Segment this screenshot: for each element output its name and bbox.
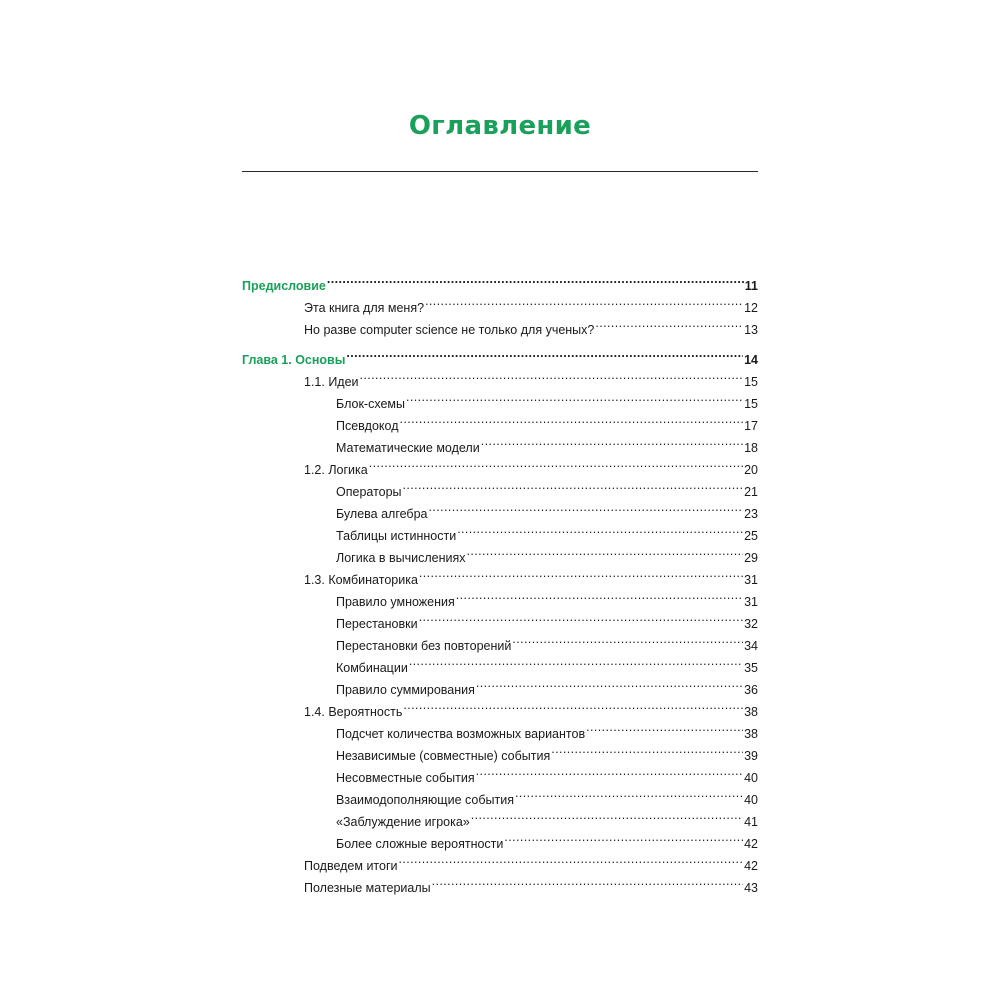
toc-entry-page-number: 14 [744, 353, 758, 367]
toc-part-entry[interactable] [242, 342, 758, 367]
toc-entry-page-number: 36 [744, 683, 758, 697]
toc-entry-page-number: 17 [744, 419, 758, 433]
toc-entry-title: Логика в вычислениях [336, 551, 466, 565]
toc-entry-title: Булева алгебра [336, 507, 428, 521]
toc-entry-title: Полезные материалы [304, 881, 431, 895]
toc-entry-title: Предисловие [242, 279, 326, 293]
toc-entry[interactable] [242, 562, 758, 587]
table-of-contents [242, 268, 758, 895]
toc-entry-page-number: 31 [744, 595, 758, 609]
dot-leader [403, 474, 744, 496]
dot-leader [419, 562, 743, 584]
toc-entry-title: Математические модели [336, 441, 480, 455]
dot-leader [406, 386, 743, 408]
toc-entry[interactable] [242, 496, 758, 521]
toc-entry-title: Глава 1. Основы [242, 353, 346, 367]
toc-entry-page-number: 41 [744, 815, 758, 829]
toc-entry-page-number: 34 [744, 639, 758, 653]
dot-leader [409, 650, 743, 672]
toc-entry-page-number: 40 [744, 793, 758, 807]
toc-entry-title: Подведем итоги [304, 859, 398, 873]
toc-entry-title: Независимые (совместные) события [336, 749, 551, 763]
dot-leader [595, 312, 743, 334]
toc-entry-title: 1.2. Логика [304, 463, 368, 477]
toc-entry[interactable] [242, 290, 758, 315]
toc-entry[interactable] [242, 408, 758, 433]
dot-leader [428, 496, 743, 518]
toc-entry-page-number: 38 [744, 727, 758, 741]
toc-entry-page-number: 21 [744, 485, 758, 499]
toc-entry-page-number: 11 [744, 279, 758, 293]
toc-entry[interactable] [242, 474, 758, 499]
dot-leader [456, 584, 743, 606]
toc-entry-page-number: 13 [744, 323, 758, 337]
toc-entry[interactable] [242, 650, 758, 675]
toc-entry[interactable] [242, 540, 758, 565]
toc-entry[interactable] [242, 606, 758, 631]
page-title: Оглавление [408, 111, 592, 141]
toc-entry-page-number: 15 [744, 375, 758, 389]
toc-entry-page-number: 35 [744, 661, 758, 675]
toc-entry-title: Но разве computer science не только для ученых? [304, 323, 595, 337]
toc-entry[interactable] [242, 430, 758, 455]
toc-part-entry[interactable] [242, 268, 758, 293]
toc-entry[interactable] [242, 584, 758, 609]
toc-entry[interactable] [242, 694, 758, 719]
toc-entry[interactable] [242, 672, 758, 697]
dot-leader [471, 804, 743, 826]
dot-leader [515, 782, 743, 804]
toc-entry-title: 1.1. Идеи [304, 375, 359, 389]
toc-entry-page-number: 43 [744, 881, 758, 895]
toc-entry-page-number: 18 [744, 441, 758, 455]
toc-entry-title: Правило суммирования [336, 683, 475, 697]
title-divider [242, 171, 758, 172]
toc-entry-title: Перестановки [336, 617, 418, 631]
toc-entry[interactable] [242, 518, 758, 543]
toc-entry-page-number: 40 [744, 771, 758, 785]
toc-entry-page-number: 32 [744, 617, 758, 631]
dot-leader [551, 738, 743, 760]
toc-entry-page-number: 42 [744, 837, 758, 851]
toc-entry-title: Операторы [336, 485, 402, 499]
toc-entry[interactable] [242, 312, 758, 337]
toc-entry-title: 1.4. Вероятность [304, 705, 403, 719]
toc-entry[interactable] [242, 804, 758, 829]
dot-leader [476, 672, 743, 694]
toc-entry[interactable] [242, 628, 758, 653]
dot-leader [399, 848, 744, 870]
toc-entry-page-number: 38 [744, 705, 758, 719]
dot-leader [327, 268, 744, 290]
toc-entry-page-number: 42 [744, 859, 758, 873]
toc-entry-title: Более сложные вероятности [336, 837, 504, 851]
toc-entry[interactable] [242, 782, 758, 807]
toc-entry-title: Несовместные события [336, 771, 475, 785]
dot-leader [403, 694, 743, 716]
toc-entry[interactable] [242, 716, 758, 741]
dot-leader [504, 826, 743, 848]
toc-entry-title: Правило умножения [336, 595, 455, 609]
toc-entry-page-number: 23 [744, 507, 758, 521]
dot-leader [369, 452, 743, 474]
dot-leader [512, 628, 743, 650]
toc-entry[interactable] [242, 386, 758, 411]
toc-entry-title: Взаимодополняющие события [336, 793, 514, 807]
dot-leader [476, 760, 743, 782]
toc-entry-page-number: 12 [744, 301, 758, 315]
toc-entry[interactable] [242, 452, 758, 477]
toc-entry[interactable] [242, 738, 758, 763]
toc-entry[interactable] [242, 826, 758, 851]
toc-entry-title: Псевдокод [336, 419, 399, 433]
toc-entry-page-number: 31 [744, 573, 758, 587]
dot-leader [400, 408, 744, 430]
dot-leader [586, 716, 743, 738]
toc-entry-title: Перестановки без повторений [336, 639, 512, 653]
dot-leader [481, 430, 743, 452]
toc-entry-title: Таблицы истинности [336, 529, 457, 543]
dot-leader [346, 342, 743, 364]
toc-entry-page-number: 20 [744, 463, 758, 477]
toc-entry[interactable] [242, 870, 758, 895]
toc-entry-title: «Заблуждение игрока» [336, 815, 470, 829]
toc-entry-page-number: 25 [744, 529, 758, 543]
toc-entry-page-number: 15 [744, 397, 758, 411]
toc-entry-title: Комбинации [336, 661, 408, 675]
dot-leader [467, 540, 744, 562]
dot-leader [432, 870, 743, 892]
toc-entry-title: Блок-схемы [336, 397, 405, 411]
toc-entry-title: Эта книга для меня? [304, 301, 425, 315]
dot-leader [419, 606, 744, 628]
toc-entry-title: 1.3. Комбинаторика [304, 573, 418, 587]
toc-entry-page-number: 29 [744, 551, 758, 565]
toc-entry-title: Подсчет количества возможных вариантов [336, 727, 586, 741]
toc-entry[interactable] [242, 364, 758, 389]
dot-leader [425, 290, 743, 312]
dot-leader [360, 364, 744, 386]
toc-entry[interactable] [242, 848, 758, 873]
toc-entry-page-number: 39 [744, 749, 758, 763]
dot-leader [457, 518, 743, 540]
toc-entry[interactable] [242, 760, 758, 785]
